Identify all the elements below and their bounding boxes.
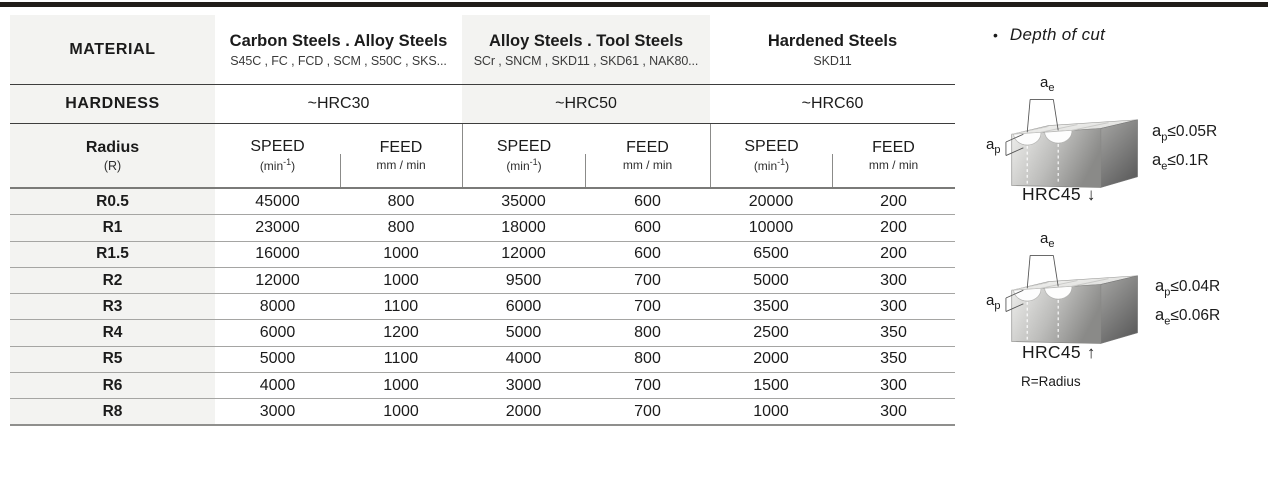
hardness-row [10, 85, 955, 124]
feed-header-cell: FEED mm / min [585, 124, 710, 187]
up-arrow-icon: ↑ [1086, 343, 1096, 362]
speed-cell: 2000 [505, 402, 542, 420]
feed-cell: 350 [880, 350, 907, 368]
table-row [10, 189, 955, 215]
hardness-condition: HRC45 ↑ [1022, 342, 1096, 362]
hardness-condition: HRC45 ↓ [1022, 184, 1096, 204]
group-subtitle: S45C , FC , FCD , SCM , S50C , SKS... [230, 53, 447, 68]
material-header-cell [10, 15, 215, 84]
speed-cell: 9500 [505, 271, 542, 289]
ap-limit: $a_p\le 0.05R$ [1152, 122, 1218, 144]
feed-cell: 1000 [383, 271, 419, 289]
speed-cell: 10000 [748, 218, 794, 236]
feed-cell: 800 [634, 324, 661, 342]
table-row [10, 347, 955, 373]
radius-note: R=Radius [1021, 374, 1081, 389]
feed-cell: 300 [880, 376, 907, 394]
table-row [10, 399, 955, 425]
feed-cell: 800 [387, 218, 415, 236]
radius-cell: R2 [10, 268, 215, 293]
speed-cell: 5000 [505, 324, 542, 342]
speed-cell: 8000 [259, 297, 296, 315]
radius-cell: R6 [10, 373, 215, 398]
speed-cell: 45000 [255, 192, 300, 210]
ap-limit: $a_p\le 0.04R$ [1155, 277, 1221, 299]
speed-cell: 5000 [259, 350, 296, 368]
table-row [10, 242, 955, 268]
group-subtitle: SCr , SNCM , SKD11 , SKD61 , NAK80... [473, 53, 699, 68]
feed-cell: 1000 [383, 402, 419, 420]
speed-cell: 6000 [259, 324, 296, 342]
down-arrow-icon: ↓ [1086, 185, 1096, 204]
depth-of-cut-title: • Depth of cut [993, 25, 1106, 44]
table-row [10, 268, 955, 294]
speed-cell: 5000 [753, 271, 789, 289]
speed-cell: 2000 [753, 350, 789, 368]
feed-cell: 700 [634, 376, 661, 394]
hardness-header-cell [10, 85, 215, 123]
table-row [10, 294, 955, 320]
hardness-value-cell: ~HRC60 [801, 95, 864, 112]
ap-dimension-label: $a_p$ [986, 136, 1001, 156]
top-rule [0, 2, 1268, 7]
depth-of-cut-diagram-high-hardness [1004, 248, 1154, 348]
material-label: MATERIAL [69, 40, 156, 58]
feed-cell: 600 [634, 192, 661, 210]
speed-header-cell: SPEED $(\min^{-1})$ [250, 138, 305, 173]
hardness-value-cell: ~HRC50 [462, 85, 710, 123]
feed-cell: 200 [880, 192, 907, 210]
feed-cell: 1000 [383, 376, 419, 394]
feed-cell: 300 [880, 271, 907, 289]
hardness-value-cell: ~HRC30 [307, 95, 370, 112]
radius-cell: R1.5 [10, 242, 215, 267]
speed-cell: 2500 [753, 324, 789, 342]
speed-cell: 3500 [753, 297, 789, 315]
feed-cell: 300 [880, 297, 907, 315]
speed-header-cell: SPEED $(\min^{-1})$ [710, 124, 832, 187]
speed-cell: 6500 [753, 245, 789, 263]
speed-cell: 35000 [501, 192, 546, 210]
feed-header-cell: FEED mm / min [832, 124, 955, 187]
feed-cell: 1200 [383, 324, 419, 342]
radius-cell: R3 [10, 294, 215, 319]
speed-cell: 6000 [505, 297, 542, 315]
feed-cell: 1100 [383, 350, 419, 368]
cutting-conditions-table [10, 15, 955, 426]
feed-cell: 700 [634, 297, 661, 315]
ap-dimension-label: $a_p$ [986, 292, 1001, 312]
feed-cell: 600 [634, 218, 661, 236]
table-row [10, 320, 955, 346]
material-group-hardened-steels [710, 15, 955, 84]
hardness-label: HARDNESS [65, 95, 160, 112]
group-subtitle: SKD11 [813, 53, 852, 68]
ae-dimension-label: $a_e$ [1040, 230, 1055, 250]
speed-unit: $(\min^{-1})$ [259, 157, 296, 173]
radius-cell: R4 [10, 320, 215, 345]
speed-cell: 20000 [748, 192, 794, 210]
material-group-carbon-steels [215, 15, 462, 84]
feed-cell: 1000 [383, 245, 419, 263]
feed-cell: 200 [880, 245, 907, 263]
speed-cell: 4000 [259, 376, 296, 394]
speed-cell: 16000 [255, 245, 300, 263]
column-header-row [10, 124, 955, 189]
radius-cell: R8 [10, 399, 215, 423]
speed-cell: 12000 [501, 245, 546, 263]
feed-cell: 350 [880, 324, 907, 342]
feed-cell: 800 [387, 192, 415, 210]
speed-cell: 1500 [753, 376, 789, 394]
radius-cell: R0.5 [10, 189, 215, 214]
speed-header-cell: SPEED $(\min^{-1})$ [462, 124, 585, 187]
feed-cell: 600 [634, 245, 661, 263]
speed-cell: 4000 [505, 350, 542, 368]
ae-limit: $a_e\le 0.06R$ [1155, 306, 1221, 328]
radius-header-cell: Radius (R) [10, 124, 215, 187]
speed-cell: 3000 [505, 376, 542, 394]
table-row [10, 215, 955, 241]
group-title: Alloy Steels . Tool Steels [488, 31, 684, 50]
feed-cell: 200 [880, 218, 907, 236]
ae-dimension-label: $a_e$ [1040, 74, 1055, 94]
speed-unit: $(\min^{-1})$ [753, 157, 790, 173]
speed-cell: 18000 [501, 218, 546, 236]
group-title: Hardened Steels [767, 31, 898, 50]
feed-cell: 800 [634, 350, 661, 368]
feed-cell: 700 [634, 402, 661, 420]
table-body [10, 189, 955, 426]
speed-cell: 3000 [259, 402, 296, 420]
feed-cell: 300 [880, 402, 907, 420]
material-row [10, 15, 955, 85]
speed-cell: 1000 [753, 402, 789, 420]
table-row [10, 373, 955, 399]
radius-cell: R5 [10, 347, 215, 372]
feed-header-cell: FEED mm / min [340, 124, 462, 187]
speed-cell: 23000 [255, 218, 300, 236]
material-group-alloy-tool-steels [462, 15, 710, 84]
ae-limit: $a_e\le 0.1R$ [1152, 151, 1209, 173]
feed-cell: 700 [634, 271, 661, 289]
depth-of-cut-diagram-low-hardness [1004, 92, 1154, 192]
radius-cell: R1 [10, 215, 215, 240]
group-title: Carbon Steels . Alloy Steels [229, 31, 448, 50]
speed-cell: 12000 [255, 271, 300, 289]
bullet-icon: • [993, 27, 998, 43]
speed-unit: $(\min^{-1})$ [506, 157, 542, 173]
feed-cell: 1100 [383, 297, 419, 315]
